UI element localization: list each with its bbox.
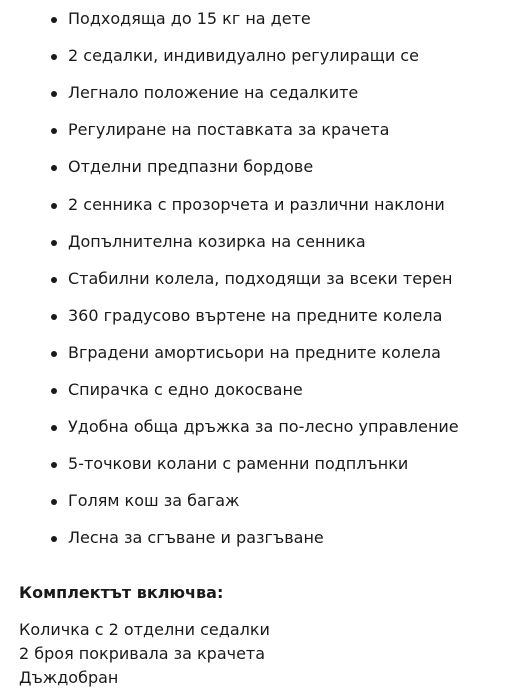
- feature-item: [0, 193, 507, 217]
- bullet-icon: [51, 536, 57, 542]
- feature-item: [0, 155, 507, 179]
- bullet-icon: [51, 91, 57, 97]
- feature-text: Лесна за сгъване и разгъване: [68, 528, 324, 548]
- bullet-icon: [51, 203, 57, 209]
- feature-text: Допълнителна козирка на сенника: [68, 231, 366, 251]
- feature-item: [0, 7, 507, 31]
- feature-text: 360 градусово въртене на предните колела: [68, 305, 443, 325]
- feature-text: Регулиране на поставката за крачета: [68, 120, 390, 140]
- feature-item: [0, 378, 507, 402]
- feature-item: [0, 415, 507, 439]
- bullet-icon: [51, 128, 57, 134]
- feature-item: [0, 489, 507, 513]
- feature-item: [0, 304, 507, 328]
- feature-text: Вградени амортисьори на предните колела: [68, 342, 441, 362]
- package-item: Количка с 2 отделни седалки: [19, 620, 270, 639]
- feature-text: 5-точкови колани с раменни подплънки: [68, 454, 409, 474]
- bullet-icon: [51, 54, 57, 60]
- feature-text: 2 седалки, индивидуално регулиращи се: [68, 46, 419, 66]
- feature-text: Подходяща до 15 кг на дете: [68, 9, 311, 28]
- bullet-icon: [51, 240, 57, 246]
- bullet-icon: [51, 351, 57, 357]
- feature-item: [0, 452, 507, 476]
- feature-item: [0, 44, 507, 68]
- bullet-icon: [51, 165, 57, 171]
- feature-text: 2 сенника с прозорчета и различни наклони: [68, 194, 445, 214]
- feature-item: [0, 230, 507, 254]
- feature-item: [0, 341, 507, 365]
- bullet-icon: [51, 499, 57, 505]
- feature-text: Отделни предпазни бордове: [68, 157, 314, 177]
- feature-text: Легнало положение на седалките: [68, 83, 359, 103]
- bullet-icon: [51, 17, 57, 23]
- feature-text: Стабилни колела, подходящи за всеки терен: [68, 268, 453, 288]
- feature-item: [0, 81, 507, 105]
- bullet-icon: [51, 314, 57, 320]
- bullet-icon: [51, 277, 57, 283]
- package-list: [19, 618, 270, 690]
- feature-text: Удобна обща дръжка за по-лесно управление: [68, 417, 459, 437]
- bullet-icon: [51, 388, 57, 394]
- package-heading: Комплектът включва:: [19, 583, 224, 602]
- feature-item: [0, 267, 507, 291]
- package-item: Дъждобран: [19, 668, 119, 687]
- feature-text: Голям кош за багаж: [68, 491, 240, 511]
- feature-item: [0, 118, 507, 142]
- feature-text: Спирачка с едно докосване: [68, 380, 303, 399]
- package-item: 2 броя покривала за крачета: [19, 644, 266, 663]
- bullet-icon: [51, 425, 57, 431]
- feature-item: [0, 526, 507, 550]
- bullet-icon: [51, 462, 57, 468]
